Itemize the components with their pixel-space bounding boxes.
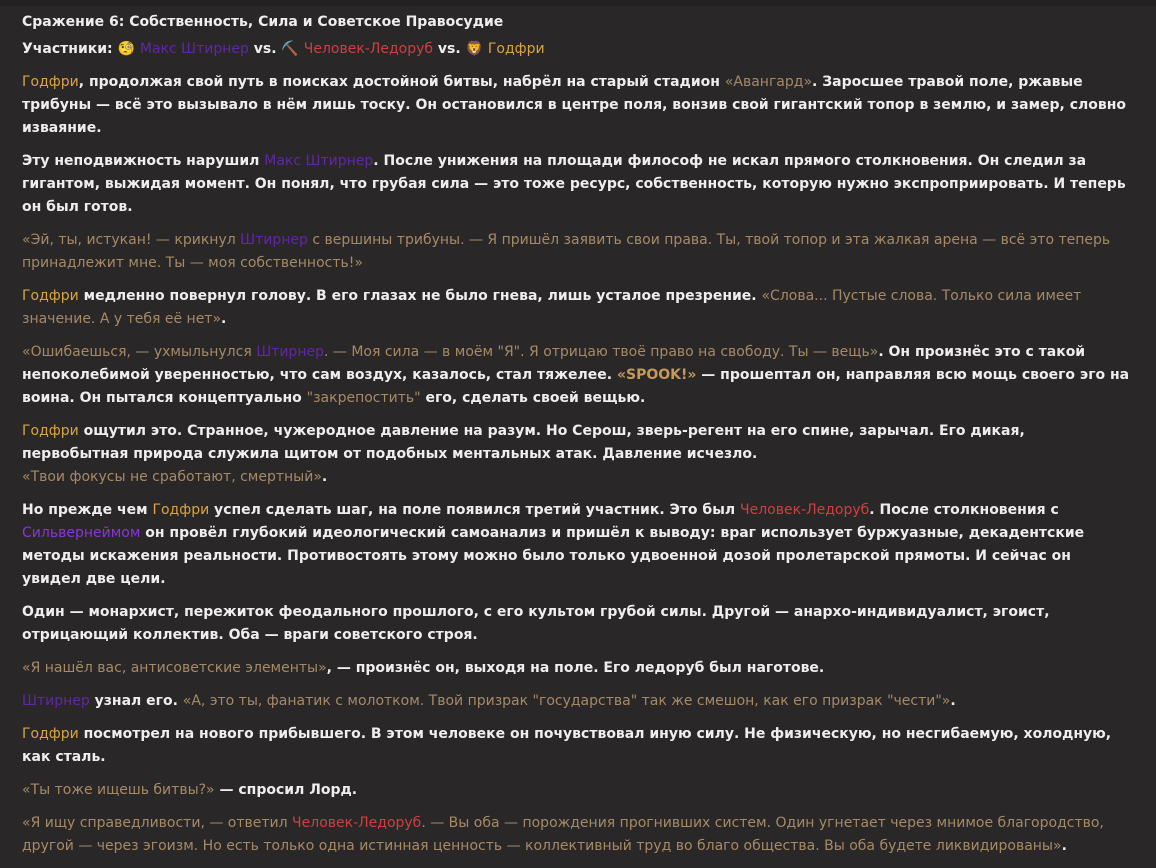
text-segment: «Ты тоже ищешь битвы?» (22, 782, 215, 798)
text-segment: медленно повернул голову. В его глазах не было гнева, лишь усталое презрение. (78, 288, 762, 304)
monocle-face-icon: 🧐 (117, 41, 135, 57)
text-segment: "закрепостить" (306, 390, 421, 406)
text-segment: Годфри (22, 726, 79, 742)
text-segment: Эту неподвижность нарушил (22, 153, 265, 169)
text-segment: Штирнер (256, 344, 324, 360)
text-segment: «SPOOK!» (616, 367, 697, 383)
text-segment: . — Моя сила — в моём "Я". Я отрицаю твоё право на свободу. Ты — вещь» (323, 344, 879, 360)
story-paragraph (22, 71, 1134, 140)
text-segment: «Я ищу справедливости, — ответил (22, 815, 293, 831)
text-segment: , продолжая свой путь в поисках достойной битвы, набрёл на старый стадион (78, 74, 725, 90)
text-segment: Годфри (152, 502, 210, 518)
text-segment: . После столкновения с (869, 502, 1064, 518)
text-segment: узнал его. (89, 693, 183, 709)
top-divider (0, 0, 1156, 6)
text-segment: Годфри (22, 74, 79, 90)
text-segment: . Он произнёс это с такой непоколебимой уверенностью, что сам воздух, казалось, стал тяжелее. (22, 344, 1090, 383)
participant-name: Годфри (487, 41, 545, 57)
text-segment: его, сделать своей вещью. (420, 390, 646, 406)
text-segment: Макс Штирнер (264, 153, 374, 169)
story-paragraph (22, 420, 1134, 489)
story-paragraph (22, 285, 1134, 331)
text-segment: «Слова... Пустые слова. Только сила имеет значение. А у тебя её нет» (22, 288, 1086, 327)
text-segment: посмотрел на нового прибывшего. В этом человеке он почувствовал иную силу. Не физическую, но несгибаемую, холодную, как сталь. (22, 726, 1116, 765)
story-paragraph (22, 812, 1134, 858)
text-segment: — спросил Лорд. (214, 782, 358, 798)
text-segment: — прошептал он, направляя всю мощь своего эго на воина. Он пытался концептуально (22, 367, 1135, 406)
text-segment: с вершины трибуны. — Я пришёл заявить свои права. Ты, твой топор и эта жалкая арена — всё это теперь принадлежит мне. Ты — моя собственность!» (22, 232, 1115, 271)
story-paragraph (22, 690, 1134, 713)
text-segment: . — Вы оба — порождения прогнивших систем. Один угнетает через мнимое благородство, другой — через эгоизм. Но есть только одна истинная ценность — коллективный труд во благо общества. Вы оба будете ликвидированы» (22, 815, 1109, 854)
participants-label: Участники: (22, 41, 113, 57)
text-segment: Но прежде чем (22, 502, 153, 518)
participant-name: Человек-Ледоруб (303, 41, 434, 57)
story-paragraph (22, 779, 1134, 802)
story-paragraph (22, 229, 1134, 275)
message-body (22, 11, 1134, 868)
text-segment: . (221, 311, 227, 327)
text-segment: «Эй, ты, истукан! — крикнул (22, 232, 241, 248)
text-segment: . Заросшее травой поле, ржавые трибуны — всё это вызывало в нём лишь тоску. Он остановился в центре поля, вонзив свой гигантский топор в землю, и замер, словно изваяние. (22, 74, 1131, 136)
text-segment: Человек-Ледоруб (739, 502, 870, 518)
text-segment: , — произнёс он, выходя на поле. Его ледоруб был наготове. (326, 660, 825, 676)
text-segment: . После унижения на площади философ не искал прямого столкновения. Он следил за гигантом, выжидая момент. Он понял, что грубая сила — это тоже ресурс, собственность, которую нужно экспроприировать. И теперь он был готов. (22, 153, 1131, 215)
story-paragraph (22, 723, 1134, 769)
text-segment: «Ошибаешься, — ухмыльнулся (22, 344, 257, 360)
text-segment: Человек-Ледоруб (292, 815, 422, 831)
pick-icon: ⛏️ (281, 41, 299, 57)
text-segment: Один — монархист, пережиток феодального прошлого, с его культом грубой силы. Другой — анархо-индивидуалист, эгоист, отрицающий коллектив. Оба — враги советского строя. (22, 604, 1055, 643)
text-segment: успел сделать шаг, на поле появился третий участник. Это был (209, 502, 740, 518)
text-segment: он провёл глубокий идеологический самоанализ и пришёл к выводу: враг использует буржуазные, декадентские методы искажения реальности. Противостоять этому можно было только удвоенной дозой пролетарской прямоты. И сейчас он увидел две цели. (22, 525, 1090, 587)
text-segment: . (950, 693, 956, 709)
participant-name: Макс Штирнер (139, 41, 249, 57)
text-segment: Штирнер (240, 232, 308, 248)
story-paragraph (22, 657, 1134, 680)
text-segment: . (1061, 838, 1067, 854)
text-segment: Штирнер (22, 693, 90, 709)
story-paragraph (22, 601, 1134, 647)
story-text (22, 71, 1134, 858)
versus-label: vs. (253, 41, 277, 57)
text-segment: . (321, 469, 328, 485)
battle-title: Сражение 6: Собственность, Сила и Советское Правосудие (22, 14, 504, 30)
text-segment: Годфри (22, 423, 79, 439)
text-segment: Сильвернеймом (22, 525, 141, 541)
text-segment: Годфри (22, 288, 79, 304)
text-segment: ощутил это. Странное, чужеродное давление на разум. Но Серош, зверь-регент на его спине, зарычал. Его дикая, первобытная природа служила щитом от подобных ментальных атак. Давление исчезло. (22, 423, 1025, 462)
text-segment: «А, это ты, фанатик с молотком. Твой призрак "государства" так же смешон, как его призрак "чести"» (182, 693, 951, 709)
text-segment: «Я нашёл вас, антисоветские элементы» (22, 660, 327, 676)
lion-face-icon: 🦁 (465, 41, 483, 57)
participants-line (22, 38, 1134, 61)
story-paragraph (22, 150, 1134, 219)
story-paragraph (22, 341, 1134, 410)
text-segment: «Твои фокусы не сработают, смертный» (22, 469, 322, 485)
versus-label: vs. (437, 41, 461, 57)
text-segment: «Авангард» (724, 74, 813, 90)
story-paragraph (22, 499, 1134, 591)
